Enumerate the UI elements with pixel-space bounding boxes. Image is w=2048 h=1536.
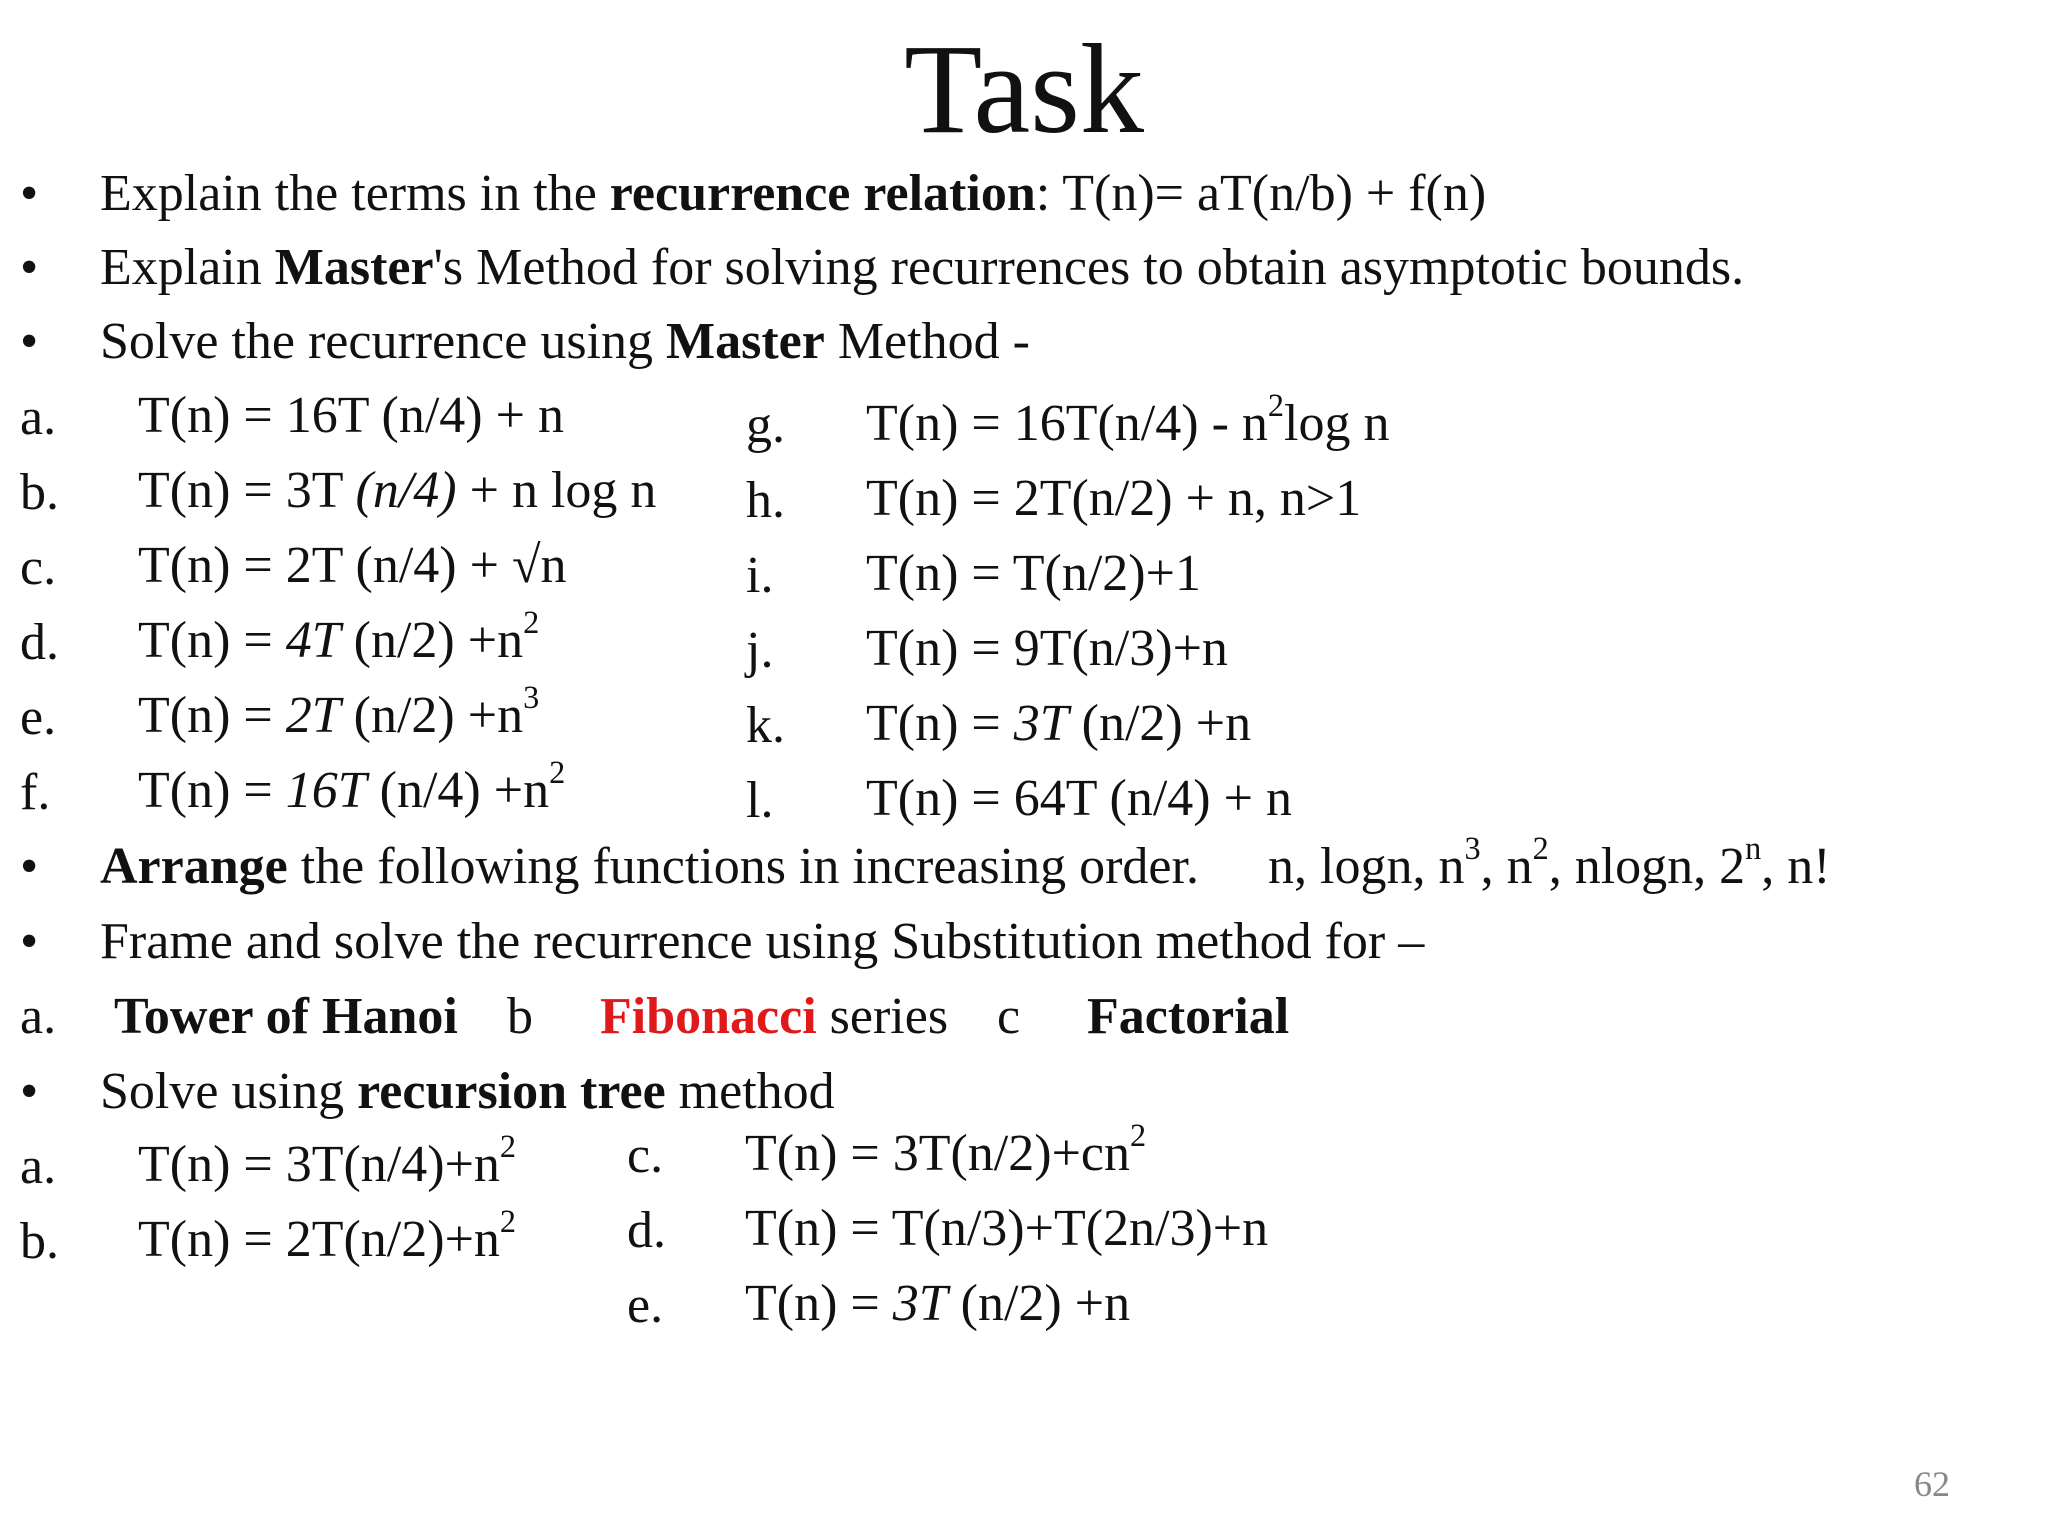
recurrence-item: T(n) = T(n/2)+1 bbox=[866, 545, 1201, 602]
recurrence-item: T(n) = 3T (n/4) + n log n bbox=[138, 462, 657, 519]
recurrence-item: T(n) = 3T (n/2) +n bbox=[866, 695, 1252, 752]
page-number: 62 bbox=[1914, 1464, 1950, 1504]
list-label: g. bbox=[746, 397, 785, 454]
list-label: b bbox=[507, 988, 533, 1045]
list-label: d. bbox=[627, 1202, 666, 1259]
list-label: k. bbox=[746, 697, 785, 754]
fibonacci-series: Fibonacci series bbox=[600, 988, 949, 1045]
bullet-icon: • bbox=[20, 313, 39, 370]
list-label: e. bbox=[627, 1277, 664, 1334]
bullet-icon: • bbox=[20, 913, 39, 970]
recurrence-item: T(n) = 2T (n/4) + √n bbox=[138, 537, 567, 594]
bullet-icon: • bbox=[20, 239, 39, 296]
bullet-icon: • bbox=[20, 165, 39, 222]
bullet-icon: • bbox=[20, 1063, 39, 1120]
list-label: l. bbox=[746, 772, 774, 829]
list-label: b. bbox=[20, 464, 59, 521]
bullet-recurrence-relation: Explain the terms in the recurrence relation: T(n)= aT(n/b) + f(n) bbox=[100, 165, 1487, 222]
list-label: a. bbox=[20, 988, 57, 1045]
recurrence-item: $T(n) = 2T(n/2)+n^2$ bbox=[138, 1202, 517, 1268]
recurrence-item: T(n) = 9T(n/3)+n bbox=[866, 620, 1228, 677]
recurrence-item: $T(n) = 3T(n/4)+n^2$ bbox=[138, 1127, 517, 1193]
bullet-recursion-tree: Solve using recursion tree method bbox=[100, 1063, 835, 1120]
list-label: i. bbox=[746, 547, 774, 604]
slide-title: Task bbox=[904, 18, 1144, 160]
list-label: f. bbox=[20, 764, 51, 821]
bullet-master-method: Explain Master's Method for solving recurrences to obtain asymptotic bounds. bbox=[100, 239, 1745, 296]
function-list: n, logn, $n^3$, $n^2$, nlogn, 2$^n$, n! bbox=[1268, 829, 1831, 895]
bullet-icon: • bbox=[20, 838, 39, 895]
recurrence-item: T(n) = 16T (n/4) + n bbox=[138, 387, 564, 444]
bullet-arrange-functions: Arrange the following functions in increasing order. bbox=[100, 838, 1199, 895]
tower-of-hanoi: Tower of Hanoi bbox=[114, 988, 458, 1045]
recurrence-item: T(n) = 2T $(n/2) +n^3$ bbox=[138, 678, 540, 744]
recurrence-item: T(n) = 4T $(n/2) +n^2$ bbox=[138, 603, 540, 669]
recurrence-item: T(n) = 16T $(n/4) +n^2$ bbox=[138, 753, 566, 819]
bullet-substitution-method: Frame and solve the recurrence using Substitution method for – bbox=[100, 913, 1425, 970]
list-label: e. bbox=[20, 689, 57, 746]
list-label: c. bbox=[627, 1127, 664, 1184]
list-label: c. bbox=[20, 539, 57, 596]
recurrence-item: T(n) = 64T (n/4) + n bbox=[866, 770, 1292, 827]
list-label: c bbox=[997, 988, 1021, 1045]
list-label: a. bbox=[20, 389, 57, 446]
factorial: Factorial bbox=[1087, 988, 1290, 1045]
recurrence-item: T(n) = 2T(n/2) + n, n>1 bbox=[866, 470, 1362, 527]
recurrence-item: $T(n) = 3T(n/2)+cn^2$ bbox=[745, 1116, 1147, 1182]
recurrence-item: T(n) = 3T (n/2) +n bbox=[745, 1275, 1131, 1332]
bullet-solve-master: Solve the recurrence using Master Method - bbox=[100, 313, 1030, 370]
list-label: b. bbox=[20, 1213, 59, 1270]
list-label: h. bbox=[746, 472, 785, 529]
list-label: a. bbox=[20, 1138, 57, 1195]
recurrence-item: T(n) = T(n/3)+T(2n/3)+n bbox=[745, 1200, 1269, 1257]
recurrence-item: $T(n) = 16T(n/4) - n^2\log$ n bbox=[866, 386, 1390, 452]
list-label: j. bbox=[746, 622, 774, 679]
list-label: d. bbox=[20, 614, 59, 671]
